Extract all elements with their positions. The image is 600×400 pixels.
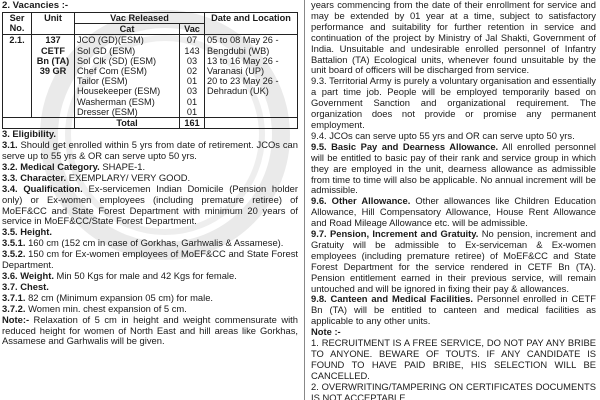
paragraph-bold: 3.7.1. [2, 291, 26, 303]
paragraph-text: Min 50 Kgs for male and 42 Kgs for female. [53, 270, 237, 282]
paragraph [311, 0, 596, 76]
paragraph-text: All enrolled personnel will be entitled to basic pay of their rank and service group in which they are employed in the unit, dearness allowance as admissible from time to time will also be applicable. No annual increment will be admissible. [311, 140, 596, 196]
paragraph-text: Relaxation of 5 cm in height and weight commensurate with reduced height for women of North East and hill areas like Gorkhas, Assamese and Garhwalis will be given. [2, 313, 298, 347]
paragraph-text: 9.4. JCOs can serve upto 55 yrs and OR can serve upto 50 yrs. [311, 129, 575, 141]
paragraph [311, 294, 596, 327]
paragraph-text: Ex-servicemen Indian Domicile (Pension holder only) or Ex-women employees (including premature retiree) of MoEF&CC and State Forest Department with minimum 20 years of service in MoEF&CC/State Forest Department. [2, 182, 298, 227]
row-ser: 2.1. [3, 35, 32, 118]
left-column [2, 0, 298, 347]
paragraph-bold: 9.7. Pension, Increment and Gratuity. [311, 228, 479, 240]
paragraph-bold: 3.5.2. [2, 248, 26, 260]
header-ser-no: Ser No. [3, 13, 32, 35]
paragraph [311, 382, 596, 400]
row-date-location [205, 35, 298, 118]
unit-line: Bn (TA) [36, 55, 70, 66]
paragraph-bold: 3.5. Height. [2, 226, 53, 238]
paragraph-bold: 3.3. Character. [2, 171, 67, 183]
row-categories [75, 35, 180, 118]
paragraph-bold: 3.7.2. [2, 302, 26, 314]
paragraph-text: years commencing from the date of their enrollment for service and may be extended by 01 year at a time, subject to satisfactory performance and suitability for further retention in service and continuation of the project by Ministry of Jal Shakti, Government of India. Unsuitable and undesirable enrolled personnel of Infantry Battalion (TA) Ecological units, whenever found unsuitable by the unit board of officers will be discharged from service. [311, 0, 596, 76]
header-vac: Vac [180, 24, 205, 35]
header-cat: Cat [75, 24, 180, 35]
date-location-line: Dehradun (UK) [207, 86, 269, 97]
date-location-line: Bengdubi (WB) [207, 45, 270, 56]
paragraph-text: Other allowances like Children Education Allowance, Hill Compensatory Allowance, House Rent Allowance and Road Mileage Allowance etc. will be admissible. [311, 195, 596, 229]
paragraph-text: Personnel enrolled in CETF Bn (TA) will be entitled to canteen and medical facilities as applicable to any other units. [311, 293, 596, 327]
paragraph-bold: 3.7. Chest. [2, 280, 49, 292]
vacancy-count: 01 [186, 96, 198, 107]
category-label: JCO (GD)(ESM) [77, 35, 144, 46]
paragraph-text: 150 cm for Ex-women employees of MoEF&CC and State Forest Department. [2, 248, 298, 271]
category-label: Housekeeper (ESM) [77, 86, 161, 97]
vacancy-count: 01 [186, 106, 198, 117]
vacancy-table [2, 12, 298, 129]
right-column [304, 0, 596, 400]
category-label: Sol Clk (SD) (ESM) [77, 55, 157, 66]
vacancy-count: 03 [186, 86, 198, 97]
date-location-line: 13 to 16 May 26 - [207, 55, 279, 66]
paragraph-text: 160 cm (152 cm in case of Gorkhas, Garhwalis & Assamese). [25, 237, 284, 249]
total-label: Total [75, 118, 180, 129]
category-label: Washerman (ESM) [77, 96, 155, 107]
paragraph-bold: 3.2. Medical Category. [2, 160, 100, 172]
paragraph-text: 1. RECRUITMENT IS A FREE SERVICE, DO NOT PAY ANY BRIBE TO ANYONE. BEWARE OF TOUTS. IF ANY CANDIDATE IS FOUND TO HAVE PAID BRIBE, HIS SELECTION WILL BE CANCELLED. [311, 337, 596, 381]
eligibility-section [2, 129, 298, 347]
table-total-row [3, 118, 298, 129]
paragraph-bold: 9.6. Other Allowance. [311, 195, 411, 207]
paragraph [2, 184, 298, 228]
terms-section [311, 0, 596, 400]
vacancy-count: 143 [184, 45, 200, 56]
paragraph-bold: 3. Eligibility. [2, 128, 57, 140]
category-label: Dresser (ESM) [77, 106, 138, 117]
category-label: Tailor (ESM) [77, 76, 128, 87]
vacancies-heading: 2. Vacancies :- [2, 0, 69, 11]
vacancy-count: 02 [186, 66, 198, 77]
paragraph-bold: Note:- [2, 313, 30, 325]
paragraph-bold: Note :- [311, 326, 341, 338]
paragraph-bold: 9.8. Canteen and Medical Facilities. [311, 293, 474, 305]
paragraph-text: 9.3. Territorial Army is purely a voluntary organisation and essentially a part time job. People will be employed temporarily based on Government Sanction and organizational requirement. The organization does not provide or promise any permanent employment. [311, 75, 596, 130]
paragraph [2, 140, 298, 162]
paragraph-bold: 3.6. Weight. [2, 270, 54, 282]
date-location-line: 20 to 23 May 26 - [207, 76, 279, 87]
paragraph [311, 338, 596, 382]
date-location-line: Varanasi (UP) [207, 66, 265, 77]
category-label: Sol GD (ESM) [77, 45, 136, 56]
paragraph-text: 82 cm (Minimum expansion 05 cm) for male. [25, 291, 214, 303]
paragraph [311, 196, 596, 229]
vacancy-count: 01 [186, 76, 198, 87]
unit-line: 137 [45, 35, 61, 46]
total-empty [205, 118, 298, 129]
paragraph [2, 315, 298, 348]
total-value: 161 [180, 118, 205, 129]
unit-line: 39 GR [39, 66, 67, 77]
paragraph-bold: 3.1. [2, 139, 18, 151]
paragraph [2, 249, 298, 271]
vacancy-count: 03 [186, 55, 198, 66]
vacancy-count: 07 [186, 35, 198, 46]
unit-line: CETF [41, 45, 65, 56]
paragraph [311, 229, 596, 294]
paragraph-text: No pension, increment and Gratuity will be admissible to Ex-serviceman & Ex-women employees (including premature retiree) of MoEF&CC and State Forest Department for the service rendered in CETF Bn (TA). Pension entitlement earned in their previous service, will remain untouched and will be ignored in fixing their pay & allowances. [311, 228, 597, 294]
category-label: Chef Com (ESM) [77, 66, 147, 77]
row-unit [32, 35, 75, 118]
paragraph-text: SHAPE-1. [99, 160, 146, 172]
paragraph [311, 142, 596, 197]
paragraph [311, 76, 596, 131]
paragraph-bold: 3.4. Qualification. [2, 182, 83, 194]
header-unit: Unit [32, 13, 75, 35]
paragraph-text: Should get enrolled within 5 yrs from date of retirement. JCOs can serve up to 55 yrs & OR can serve upto 50 yrs. [2, 139, 298, 162]
paragraph-bold: 9.5. Basic Pay and Dearness Allowance. [311, 140, 499, 152]
table-row [3, 35, 298, 118]
paragraph-bold: 3.5.1. [2, 237, 26, 249]
date-location-line: 05 to 08 May 26 - [207, 35, 279, 46]
paragraph-text: Women min. chest expansion of 5 cm. [25, 302, 187, 314]
header-vac-released: Vac Released [75, 13, 205, 24]
row-vacancies [180, 35, 205, 118]
table-header-row [3, 13, 298, 24]
total-spacer [3, 118, 75, 129]
paragraph-text: 2. OVERWRITING/TAMPERING ON CERTIFICATES DOCUMENTS IS NOT ACCEPTABLE. [311, 380, 596, 400]
paragraph-text: EXEMPLARY/ VERY GOOD. [66, 171, 191, 183]
header-date-location: Date and Location [205, 13, 298, 35]
